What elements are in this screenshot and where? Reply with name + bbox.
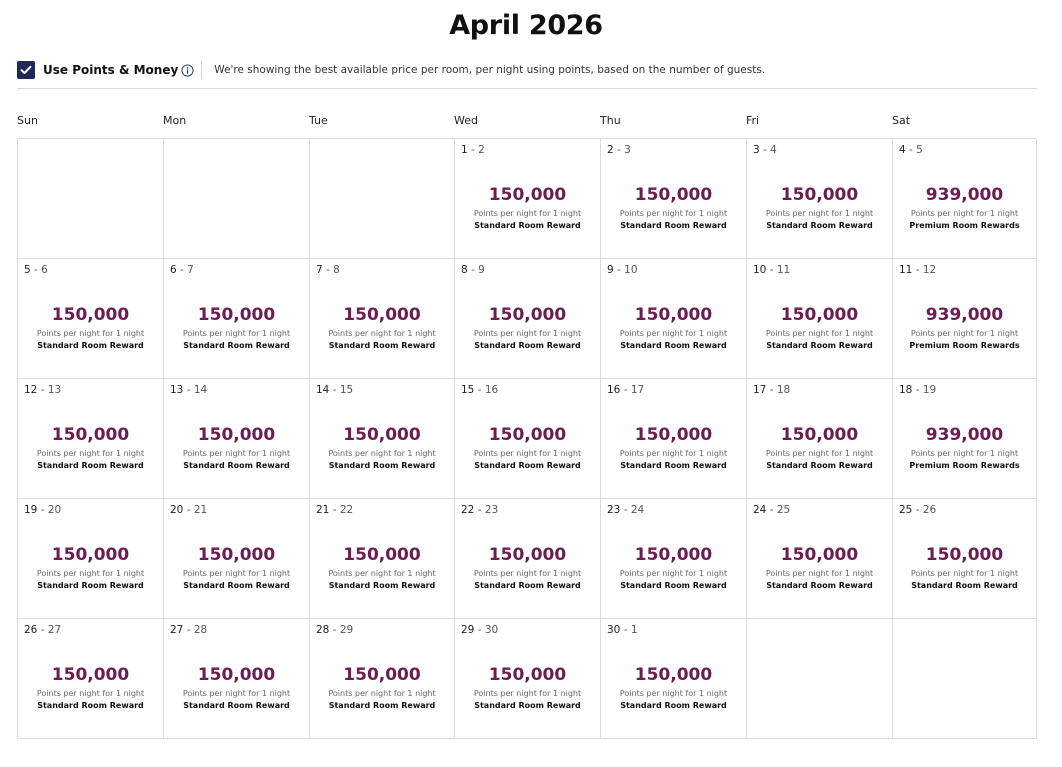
stay-dates: 24 - 25 <box>753 504 791 516</box>
room-type-label: Standard Room Reward <box>474 581 581 590</box>
day-cell[interactable] <box>893 139 1037 259</box>
room-type-label: Standard Room Reward <box>37 341 144 350</box>
day-cell[interactable] <box>164 619 310 739</box>
day-cell[interactable] <box>455 619 601 739</box>
day-cell[interactable] <box>455 379 601 499</box>
points-price: 150,000 <box>51 545 130 565</box>
room-type-label: Standard Room Reward <box>766 461 873 470</box>
points-price: 150,000 <box>197 305 276 325</box>
points-price: 939,000 <box>925 185 1004 205</box>
points-per-night-label: Points per night for 1 night <box>619 569 728 578</box>
stay-dates: 10 - 11 <box>753 264 791 276</box>
day-cell[interactable] <box>601 379 747 499</box>
day-cell[interactable] <box>310 259 455 379</box>
points-price: 150,000 <box>197 545 276 565</box>
weekday-header <box>17 114 1037 130</box>
calendar-grid <box>17 138 1036 739</box>
day-cell[interactable] <box>455 259 601 379</box>
stay-dates: 11 - 12 <box>899 264 937 276</box>
stay-dates: 27 - 28 <box>170 624 208 636</box>
room-type-label: Standard Room Reward <box>474 341 581 350</box>
day-cell[interactable] <box>893 259 1037 379</box>
room-type-label: Standard Room Reward <box>766 341 873 350</box>
points-price: 150,000 <box>51 665 130 685</box>
points-per-night-label: Points per night for 1 night <box>910 209 1019 218</box>
points-per-night-label: Points per night for 1 night <box>473 689 582 698</box>
day-cell[interactable] <box>164 499 310 619</box>
room-type-label: Standard Room Reward <box>183 701 290 710</box>
points-per-night-label: Points per night for 1 night <box>619 209 728 218</box>
points-per-night-label: Points per night for 1 night <box>619 449 728 458</box>
empty-day-cell <box>18 139 164 259</box>
weekday-thu: Thu <box>600 114 621 127</box>
room-type-label: Standard Room Reward <box>37 461 144 470</box>
calendar-month-title: April 2026 <box>449 10 603 41</box>
room-type-label: Standard Room Reward <box>183 461 290 470</box>
room-type-label: Standard Room Reward <box>328 461 436 470</box>
day-cell[interactable] <box>310 619 455 739</box>
room-type-label: Standard Room Reward <box>620 581 727 590</box>
points-per-night-label: Points per night for 1 night <box>36 689 145 698</box>
points-money-label: Use Points & Money <box>43 63 179 77</box>
stay-dates: 14 - 15 <box>316 384 354 396</box>
weekday-mon: Mon <box>163 114 187 127</box>
points-price: 150,000 <box>488 665 567 685</box>
toggle-divider <box>201 61 202 79</box>
points-per-night-label: Points per night for 1 night <box>182 329 291 338</box>
points-per-night-label: Points per night for 1 night <box>619 329 728 338</box>
day-cell[interactable] <box>601 139 747 259</box>
stay-dates: 30 - 1 <box>607 624 638 636</box>
points-per-night-label: Points per night for 1 night <box>765 329 874 338</box>
points-per-night-label: Points per night for 1 night <box>36 569 145 578</box>
stay-dates: 15 - 16 <box>461 384 499 396</box>
room-type-label: Standard Room Reward <box>328 701 436 710</box>
room-type-label: Standard Room Reward <box>183 581 290 590</box>
stay-dates: 29 - 30 <box>461 624 499 636</box>
room-type-label: Standard Room Reward <box>766 581 873 590</box>
day-cell[interactable] <box>18 619 164 739</box>
points-price: 150,000 <box>343 545 421 565</box>
points-price: 150,000 <box>634 425 713 445</box>
stay-dates: 26 - 27 <box>24 624 62 636</box>
points-money-checkbox[interactable] <box>17 61 35 79</box>
points-price: 150,000 <box>197 425 276 445</box>
weekday-wed: Wed <box>454 114 478 127</box>
room-type-label: Premium Room Rewards <box>909 221 1020 230</box>
points-per-night-label: Points per night for 1 night <box>910 569 1019 578</box>
points-price: 150,000 <box>51 425 130 445</box>
day-cell[interactable] <box>747 139 893 259</box>
room-type-label: Standard Room Reward <box>620 461 727 470</box>
room-type-label: Standard Room Reward <box>328 581 436 590</box>
points-per-night-label: Points per night for 1 night <box>473 329 582 338</box>
empty-day-cell <box>747 619 893 739</box>
room-type-label: Premium Room Rewards <box>909 341 1020 350</box>
room-type-label: Standard Room Reward <box>766 221 873 230</box>
day-cell[interactable] <box>747 499 893 619</box>
points-per-night-label: Points per night for 1 night <box>182 689 291 698</box>
stay-dates: 9 - 10 <box>607 264 638 276</box>
points-per-night-label: Points per night for 1 night <box>765 209 874 218</box>
points-per-night-label: Points per night for 1 night <box>328 449 436 458</box>
points-per-night-label: Points per night for 1 night <box>328 329 436 338</box>
room-type-label: Standard Room Reward <box>620 341 727 350</box>
points-price: 939,000 <box>925 425 1004 445</box>
points-price: 150,000 <box>634 305 713 325</box>
stay-dates: 2 - 3 <box>607 144 631 156</box>
day-cell[interactable] <box>310 379 455 499</box>
room-type-label: Premium Room Rewards <box>909 461 1020 470</box>
stay-dates: 19 - 20 <box>24 504 62 516</box>
points-price: 150,000 <box>780 185 859 205</box>
empty-day-cell <box>893 619 1037 739</box>
points-per-night-label: Points per night for 1 night <box>182 569 291 578</box>
points-per-night-label: Points per night for 1 night <box>765 449 874 458</box>
stay-dates: 6 - 7 <box>170 264 194 276</box>
points-price: 150,000 <box>488 185 567 205</box>
stay-dates: 7 - 8 <box>316 264 340 276</box>
day-cell[interactable] <box>455 139 601 259</box>
stay-dates: 17 - 18 <box>753 384 791 396</box>
stay-dates: 23 - 24 <box>607 504 645 516</box>
points-price: 150,000 <box>343 665 421 685</box>
points-per-night-label: Points per night for 1 night <box>473 569 582 578</box>
room-type-label: Standard Room Reward <box>620 701 727 710</box>
room-type-label: Standard Room Reward <box>474 461 581 470</box>
points-per-night-label: Points per night for 1 night <box>910 329 1019 338</box>
stay-dates: 22 - 23 <box>461 504 499 516</box>
points-price: 150,000 <box>780 425 859 445</box>
points-per-night-label: Points per night for 1 night <box>765 569 874 578</box>
points-per-night-label: Points per night for 1 night <box>910 449 1019 458</box>
empty-day-cell <box>310 139 455 259</box>
info-icon[interactable] <box>181 64 194 77</box>
day-cell[interactable] <box>747 379 893 499</box>
points-price: 150,000 <box>634 665 713 685</box>
points-price: 150,000 <box>780 545 859 565</box>
weekday-sun: Sun <box>17 114 38 127</box>
points-price: 150,000 <box>634 545 713 565</box>
stay-dates: 4 - 5 <box>899 144 923 156</box>
points-price: 150,000 <box>488 425 567 445</box>
day-cell[interactable] <box>164 259 310 379</box>
points-price: 150,000 <box>343 425 421 445</box>
stay-dates: 20 - 21 <box>170 504 208 516</box>
points-money-description: We're showing the best available price per room, per night using points, based on the number of guests. <box>214 64 766 76</box>
points-per-night-label: Points per night for 1 night <box>328 689 436 698</box>
day-cell[interactable] <box>601 259 747 379</box>
points-price: 150,000 <box>925 545 1004 565</box>
points-price: 150,000 <box>343 305 421 325</box>
points-per-night-label: Points per night for 1 night <box>473 449 582 458</box>
day-cell[interactable] <box>18 499 164 619</box>
room-type-label: Standard Room Reward <box>911 581 1018 590</box>
stay-dates: 5 - 6 <box>24 264 48 276</box>
stay-dates: 28 - 29 <box>316 624 354 636</box>
points-per-night-label: Points per night for 1 night <box>36 449 145 458</box>
room-type-label: Standard Room Reward <box>474 221 581 230</box>
stay-dates: 18 - 19 <box>899 384 937 396</box>
points-price: 150,000 <box>634 185 713 205</box>
room-type-label: Standard Room Reward <box>474 701 581 710</box>
day-cell[interactable] <box>18 379 164 499</box>
stay-dates: 3 - 4 <box>753 144 777 156</box>
stay-dates: 25 - 26 <box>899 504 937 516</box>
points-per-night-label: Points per night for 1 night <box>473 209 582 218</box>
day-cell[interactable] <box>601 499 747 619</box>
points-price: 939,000 <box>925 305 1004 325</box>
stay-dates: 1 - 2 <box>461 144 485 156</box>
weekday-tue: Tue <box>309 114 328 127</box>
room-type-label: Standard Room Reward <box>183 341 290 350</box>
room-type-label: Standard Room Reward <box>328 341 436 350</box>
day-cell[interactable] <box>893 379 1037 499</box>
room-type-label: Standard Room Reward <box>620 221 727 230</box>
stay-dates: 21 - 22 <box>316 504 354 516</box>
room-type-label: Standard Room Reward <box>37 581 144 590</box>
points-price: 150,000 <box>488 545 567 565</box>
points-price: 150,000 <box>488 305 567 325</box>
day-cell[interactable] <box>601 619 747 739</box>
stay-dates: 13 - 14 <box>170 384 208 396</box>
points-price: 150,000 <box>197 665 276 685</box>
stay-dates: 12 - 13 <box>24 384 62 396</box>
points-per-night-label: Points per night for 1 night <box>36 329 145 338</box>
room-type-label: Standard Room Reward <box>37 701 144 710</box>
points-per-night-label: Points per night for 1 night <box>182 449 291 458</box>
points-price: 150,000 <box>780 305 859 325</box>
stay-dates: 16 - 17 <box>607 384 645 396</box>
empty-day-cell <box>164 139 310 259</box>
weekday-fri: Fri <box>746 114 760 127</box>
day-cell[interactable] <box>747 259 893 379</box>
day-cell[interactable] <box>18 259 164 379</box>
day-cell[interactable] <box>893 499 1037 619</box>
weekday-sat: Sat <box>892 114 911 127</box>
day-cell[interactable] <box>310 499 455 619</box>
checkmark-icon <box>20 65 32 75</box>
points-price: 150,000 <box>51 305 130 325</box>
points-per-night-label: Points per night for 1 night <box>328 569 436 578</box>
stay-dates: 8 - 9 <box>461 264 485 276</box>
points-per-night-label: Points per night for 1 night <box>619 689 728 698</box>
day-cell[interactable] <box>164 379 310 499</box>
day-cell[interactable] <box>455 499 601 619</box>
points-money-toggle-row <box>17 61 1037 89</box>
